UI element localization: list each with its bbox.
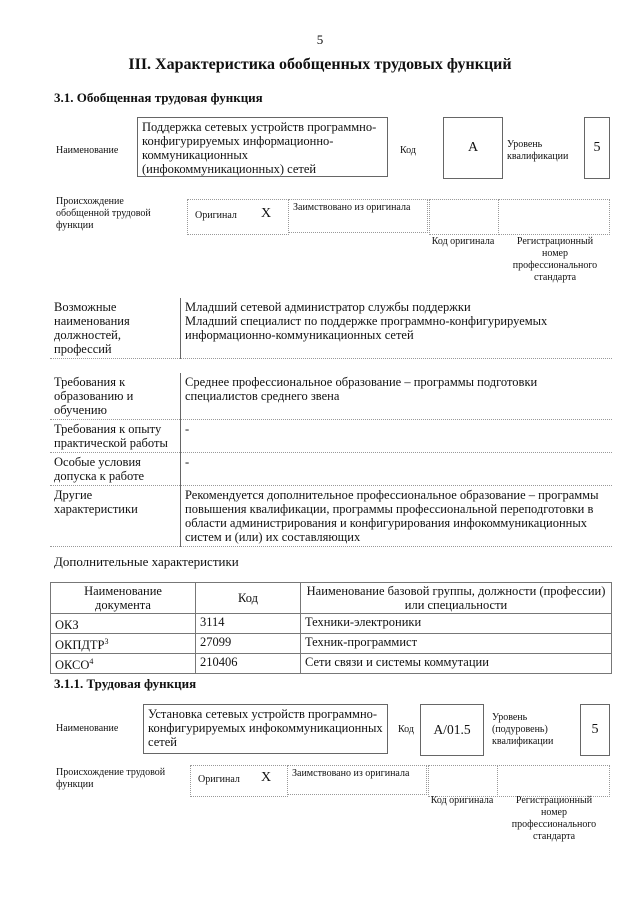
tf-original-mark: X (261, 770, 272, 785)
page-number: 5 (316, 32, 324, 47)
gtf-original-code-cell (429, 199, 499, 235)
table-row (51, 634, 612, 654)
additional-header: Код (196, 583, 301, 614)
gtf-origin-label: Происхождение обобщенной трудовой функции (56, 196, 151, 231)
requirements-table (50, 373, 612, 547)
doc-cell: ОКЗ (51, 614, 196, 634)
table-row (51, 614, 612, 634)
req-value: - (181, 420, 613, 453)
positions-values (181, 298, 613, 359)
tf-name-label: Наименование (56, 723, 119, 734)
gtf-original-mark: X (261, 206, 272, 221)
gtf-original-code-label: Код оригинала (431, 236, 495, 247)
req-value: Среднее профессиональное образование – программы подготовки специалистов среднего звена (181, 373, 613, 420)
doc-cell: ОКПДТР$^3$ (51, 634, 196, 654)
code-cell: 210406 (196, 654, 301, 674)
tf-original-label: Оригинал (198, 774, 240, 785)
gtf-level-label: Уровень квалификации (507, 139, 569, 162)
gtf-borrowed-cell: Заимствовано из оригинала (288, 199, 428, 233)
tf-level-label: Уровень (подуровень) квалификации (492, 712, 554, 747)
req-label: Требования к образованию и обучению (50, 373, 181, 420)
section-title: III. Характеристика обобщенных трудовых функций (128, 56, 512, 73)
additional-header: Наименование документа (51, 583, 196, 614)
code-cell: 27099 (196, 634, 301, 654)
req-value: Рекомендуется дополнительное профессиональное образование – программы повышения квалификации, программы профессиональной переподготовки в области администрирования и конфигурирования инфокоммуникационных систем и (или) их составляющих (181, 486, 613, 547)
additional-title: Дополнительные характеристики (54, 554, 239, 569)
req-label: Особые условия допуска к работе (50, 453, 181, 486)
table-row (51, 654, 612, 674)
gtf-name-value: Поддержка сетевых устройств программно-конфигурируемых информационно-коммуникационных (инфокоммуникационных) сетей (137, 117, 388, 177)
gtf-original-label: Оригинал (195, 210, 237, 221)
gtf-level-value: 5 (584, 117, 610, 179)
gtf-reg-number-cell (498, 199, 610, 235)
tf-original-cell (190, 765, 288, 797)
gtf-original-cell (187, 199, 289, 235)
name-cell: Сети связи и системы коммутации (301, 654, 612, 674)
positions-label: Возможные наименования должностей, профессий (50, 298, 181, 359)
tf-reg-number-cell (497, 765, 610, 797)
code-cell: 3114 (196, 614, 301, 634)
gtf-code-value: A (443, 117, 503, 179)
tf-original-code-cell (428, 765, 498, 797)
gtf-code-label: Код (400, 145, 416, 156)
gtf-reg-number-label: Регистрационный номер профессионального стандарта (512, 236, 598, 283)
tf-level-value: 5 (580, 704, 610, 756)
name-cell: Техник-программист (301, 634, 612, 654)
name-cell: Техники-электроники (301, 614, 612, 634)
position-item: Младший сетевой администратор службы поддержки (185, 300, 471, 314)
gtf-heading: 3.1. Обобщенная трудовая функция (54, 90, 263, 105)
doc-cell: ОКСО$^4$ (51, 654, 196, 674)
tf-code-value: A/01.5 (420, 704, 484, 756)
gtf-name-label: Наименование (56, 145, 119, 156)
tf-heading: 3.1.1. Трудовая функция (54, 676, 197, 691)
tf-borrowed-cell: Заимствовано из оригинала (287, 765, 427, 795)
tf-origin-label: Происхождение трудовой функции (56, 767, 166, 790)
tf-original-code-label: Код оригинала (430, 795, 494, 806)
req-label: Другие характеристики (50, 486, 181, 547)
additional-table (50, 582, 612, 674)
positions-table (50, 298, 612, 359)
position-item: Младший специалист по поддержке программно-конфигурируемых информационно-коммуникационных сетей (185, 314, 548, 342)
additional-header: Наименование базовой группы, должности (профессии) или специальности (301, 583, 612, 614)
tf-code-label: Код (398, 724, 414, 735)
req-label: Требования к опыту практической работы (50, 420, 181, 453)
tf-name-value: Установка сетевых устройств программно-конфигурируемых инфокоммуникационных сетей (143, 704, 388, 754)
tf-reg-number-label: Регистрационный номер профессионального стандарта (511, 795, 597, 842)
req-value: - (181, 453, 613, 486)
